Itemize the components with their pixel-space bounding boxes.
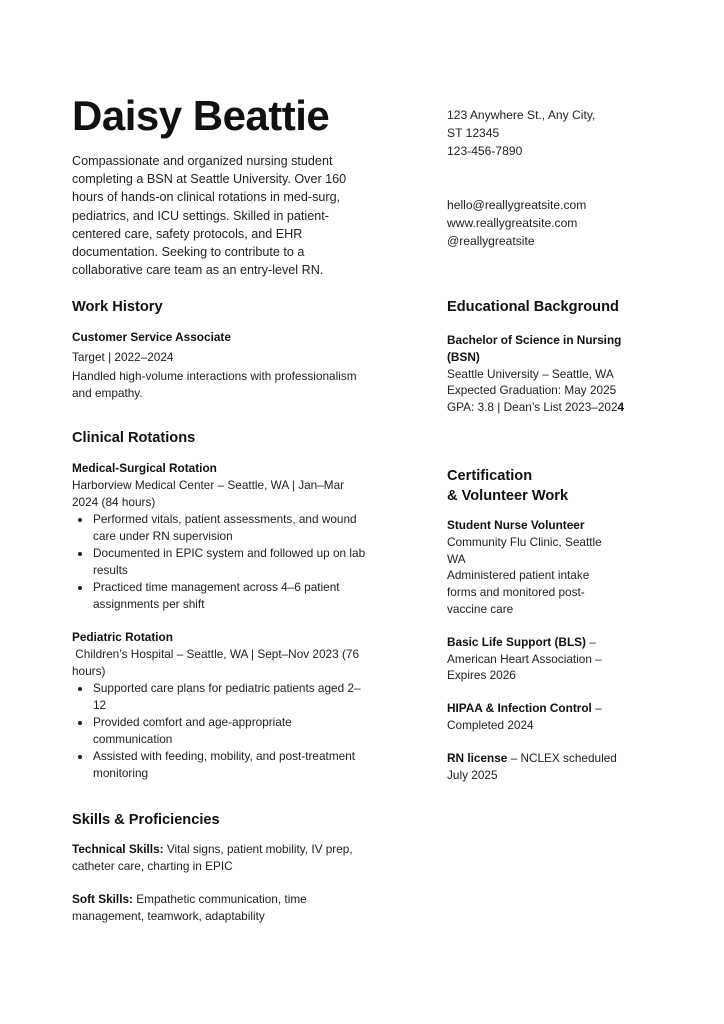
rotation-bullets bbox=[72, 680, 372, 782]
degree-title: Bachelor of Science in Nursing (BSN) bbox=[447, 333, 622, 364]
certification-heading-line-2: & Volunteer Work bbox=[447, 488, 569, 504]
rotation-entry bbox=[72, 629, 372, 782]
technical-skills-label: Technical Skills: bbox=[72, 842, 164, 856]
cert-name: Basic Life Support (BLS) bbox=[447, 634, 586, 649]
contact-online-block bbox=[447, 196, 677, 251]
social-handle: @reallygreatsite bbox=[447, 234, 535, 249]
job-meta: Target | 2022–2024 bbox=[72, 350, 174, 364]
skills-heading: Skills & Proficiencies bbox=[72, 812, 220, 828]
cert-entry-bls bbox=[447, 634, 619, 684]
contact-address-block bbox=[447, 106, 677, 161]
bullet-item: • Performed vitals, patient assessments, and wound care under RN supervision bbox=[92, 511, 372, 545]
volunteer-title: Student Nurse Volunteer bbox=[447, 518, 585, 532]
rotation-entry bbox=[72, 460, 372, 613]
address-line-2: ST 12345 bbox=[447, 126, 500, 141]
soft-skills-text: Empathetic communication, time management, teamwork, adaptability bbox=[72, 892, 307, 923]
rotation-meta: Children’s Hospital – Seattle, WA | Sept–Nov 2023 (76 hours) bbox=[72, 647, 363, 678]
cert-entry-rn-license bbox=[447, 750, 619, 784]
volunteer-description: Administered patient intake forms and monitored post-vaccine care bbox=[447, 568, 590, 616]
school-name: Seattle University – Seattle, WA bbox=[447, 366, 614, 381]
job-entry bbox=[72, 329, 372, 402]
soft-skills bbox=[72, 891, 372, 925]
gpa-last-digit: 4 bbox=[617, 400, 625, 415]
work-history-heading: Work History bbox=[72, 299, 163, 315]
bullet-item: • Documented in EPIC system and followed up on lab results bbox=[92, 545, 372, 579]
volunteer-place: Community Flu Clinic, Seattle WA bbox=[447, 534, 602, 566]
clinical-rotations-heading: Clinical Rotations bbox=[72, 430, 196, 446]
job-description: Handled high-volume interactions with professionalism and empathy. bbox=[72, 369, 357, 400]
certification-heading-line-1: Certification bbox=[447, 468, 533, 484]
gpa-text: GPA: 3.8 | Dean’s List 2023–202 bbox=[447, 400, 618, 415]
volunteer-entry bbox=[447, 517, 619, 618]
website: www.reallygreatsite.com bbox=[447, 216, 578, 231]
address-line-1: 123 Anywhere St., Any City, bbox=[447, 108, 596, 122]
education-section bbox=[447, 297, 637, 416]
technical-skills bbox=[72, 841, 372, 875]
degree-entry bbox=[447, 332, 637, 416]
education-heading: Educational Background bbox=[447, 299, 619, 315]
phone-number: 123-456-7890 bbox=[447, 144, 523, 159]
cert-name: RN license bbox=[447, 750, 508, 765]
work-history-section bbox=[72, 297, 372, 402]
rotation-title: Medical-Surgical Rotation bbox=[72, 461, 217, 475]
candidate-name: Daisy Beattie bbox=[72, 92, 330, 139]
email-address: hello@reallygreatsite.com bbox=[447, 198, 587, 212]
cert-name: HIPAA & Infection Control bbox=[447, 701, 592, 716]
rotation-meta: Harborview Medical Center – Seattle, WA | Jan–Mar 2024 (84 hours) bbox=[72, 478, 345, 509]
gpa bbox=[447, 399, 637, 416]
cert-detail: – Completed 2024 bbox=[447, 701, 602, 732]
bullet-item: • Supported care plans for pediatric patients aged 2–12 bbox=[92, 680, 372, 714]
bullet-item: • Provided comfort and age-appropriate communication bbox=[92, 714, 372, 748]
certification-heading bbox=[447, 466, 619, 506]
cert-entry-hipaa bbox=[447, 700, 619, 734]
soft-skills-label: Soft Skills: bbox=[72, 892, 133, 906]
bullet-item: • Practiced time management across 4–6 patient assignments per shift bbox=[92, 579, 372, 613]
bullet-item: • Assisted with feeding, mobility, and post-treatment monitoring bbox=[92, 748, 372, 782]
cert-detail: – American Heart Association – Expires 2026 bbox=[447, 634, 602, 683]
cert-detail: – NCLEX scheduled July 2025 bbox=[447, 750, 617, 782]
profile-summary: Compassionate and organized nursing student completing a BSN at Seattle University. Over 160 hours of hands-on clinical rotations in med-surg, pediatrics, and ICU settings. Skilled in patient-centered care, safety protocols, and EHR documentation. Seeking to contribute to a collaborative care team as an entry-level RN. bbox=[72, 154, 347, 278]
skills-section bbox=[72, 810, 372, 925]
certification-section bbox=[447, 466, 619, 783]
technical-skills-text: Vital signs, patient mobility, IV prep, catheter care, charting in EPIC bbox=[72, 842, 353, 873]
graduation-date: Expected Graduation: May 2025 bbox=[447, 383, 617, 398]
rotation-title: Pediatric Rotation bbox=[72, 630, 173, 644]
clinical-rotations-section bbox=[72, 428, 372, 782]
job-title: Customer Service Associate bbox=[72, 330, 231, 344]
rotation-bullets bbox=[72, 511, 372, 613]
